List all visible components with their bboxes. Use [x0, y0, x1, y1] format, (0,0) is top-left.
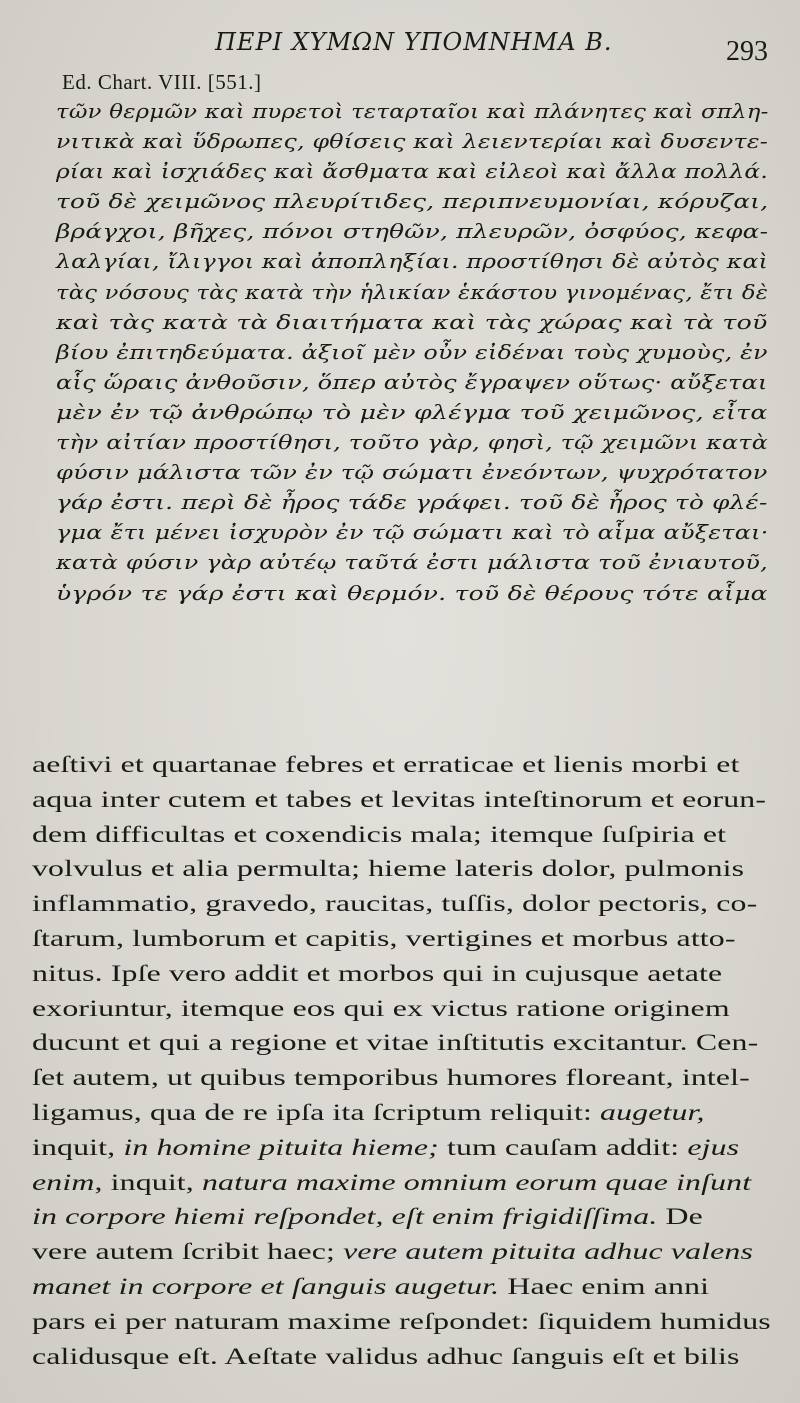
latin-segment: , inquit,: [94, 1169, 202, 1196]
greek-line: τὴν αἰτίαν προστίθησι, τοῦτο γὰρ, φησὶ, τῷ χειμῶνι κατὰ: [56, 431, 769, 455]
latin-line: [32, 887, 800, 922]
latin-line: [32, 1235, 800, 1270]
latin-segment: inflammatio, gravedo, raucitas, tuſſis, dolor pectoris, co-: [32, 891, 758, 918]
greek-line: βράγχοι, βῆχες, πόνοι στηθῶν, πλευρῶν, ὀσφύος, κεφα-: [56, 220, 769, 244]
latin-line: [32, 748, 800, 783]
latin-italic-segment: in homine pituita hieme;: [123, 1134, 439, 1161]
greek-line: βίου ἐπιτηδεύματα. ἀξιοῖ μὲν οὖν εἰδέναι τοὺς χυμοὺς, ἐν: [56, 340, 768, 364]
latin-line: [32, 818, 800, 853]
page-number: 293: [726, 36, 768, 67]
latin-segment: ſtarum, lumborum et capitis, vertigines et morbus atto-: [32, 925, 736, 952]
greek-line: τῶν θερμῶν καὶ πυρετοὶ τεταρταῖοι καὶ πλάνητες καὶ σπλη-: [56, 100, 769, 123]
greek-line: μὲν ἐν τῷ ἀνθρώπῳ τὸ μὲν φλέγμα τοῦ χειμῶνος, εἶτα: [56, 400, 768, 424]
latin-segment: nitus. Ipſe vero addit et morbos qui in cujusque aetate: [32, 960, 723, 987]
latin-italic-segment: natura maxime omnium eorum quae inſunt: [201, 1169, 752, 1196]
latin-italic-segment: enim: [32, 1169, 95, 1196]
greek-text-block: [56, 97, 768, 609]
latin-segment: ſet autem, ut quibus temporibus humores floreant, intel-: [32, 1065, 750, 1092]
latin-text-block: [32, 748, 777, 1374]
latin-segment: Haec enim anni: [499, 1273, 710, 1300]
latin-line: [32, 1340, 800, 1375]
latin-line: [32, 783, 800, 818]
latin-line: [32, 992, 800, 1027]
greek-line: νιτικὰ καὶ ὕδρωπες, φθίσεις καὶ λειεντερίαι καὶ δυσεντε-: [56, 130, 769, 154]
greek-line: φύσιν μάλιστα τῶν ἐν τῷ σώματι ἐνεόντων, ψυχρότατον: [56, 461, 768, 485]
latin-segment: inquit,: [32, 1134, 124, 1161]
latin-line: [32, 1200, 800, 1235]
latin-segment: ligamus, qua de re ipſa ita ſcriptum reliquit:: [32, 1099, 601, 1126]
latin-segment: dem difficultas et coxendicis mala; itemque ſuſpiria et: [32, 821, 727, 848]
running-title: ΠΕΡΙ ΧΥΜΩΝ ΥΠΟΜΝΗΜΑ Β.: [215, 28, 613, 56]
latin-segment: volvulus et alia permulta; hieme lateris dolor, pulmonis: [32, 856, 745, 883]
greek-line: τὰς νόσους τὰς κατὰ τὴν ἡλικίαν ἑκάστου γινομένας, ἔτι δὲ: [56, 280, 769, 304]
latin-italic-segment: ejus: [687, 1134, 740, 1161]
greek-line: γμα ἔτι μένει ἰσχυρὸν ἐν τῷ σώματι καὶ τὸ αἷμα αὔξεται·: [56, 521, 769, 545]
latin-line: [32, 922, 800, 957]
greek-line: ὑγρόν τε γάρ ἐστι καὶ θερμόν. τοῦ δὲ θέρους τότε αἷμα: [56, 581, 768, 605]
latin-line: [32, 1270, 800, 1305]
latin-line: [32, 852, 800, 887]
latin-segment: pars ei per naturam maxime reſpondet: ſiquidem humidus: [32, 1308, 771, 1335]
latin-segment: exoriuntur, itemque eos qui ex victus ratione originem: [32, 995, 730, 1022]
latin-line: [32, 1166, 800, 1201]
latin-italic-segment: in corpore hiemi reſpondet, eſt enim frigidiſſima.: [32, 1204, 658, 1231]
latin-segment: ducunt et qui a regione et vitae inſtitutis excitantur. Cen-: [32, 1030, 759, 1057]
greek-line: κατὰ φύσιν γὰρ αὐτέῳ ταῦτά ἐστι μάλιστα τοῦ ἐνιαυτοῦ,: [56, 551, 768, 575]
greek-line: λαλγίαι, ἴλιγγοι καὶ ἀποπληξίαι. προστίθησι δὲ αὐτὸς καὶ: [56, 250, 769, 274]
greek-line: γάρ ἐστι. περὶ δὲ ἦρος τάδε γράφει. τοῦ δὲ ἦρος τὸ φλέ-: [56, 491, 768, 515]
latin-line: [32, 1026, 800, 1061]
latin-italic-segment: augetur,: [600, 1099, 705, 1126]
latin-line: [32, 1061, 800, 1096]
latin-segment: aqua inter cutem et tabes et levitas inteſtinorum et eorun-: [32, 786, 767, 813]
latin-segment: De: [657, 1204, 703, 1231]
latin-segment: tum cauſam addit:: [438, 1134, 688, 1161]
latin-line: [32, 1131, 800, 1166]
latin-segment: vere autem ſcribit haec;: [32, 1239, 344, 1266]
edition-note: Ed. Chart. VIII. [551.]: [62, 70, 262, 94]
latin-segment: aeſtivi et quartanae febres et erraticae et lienis morbi et: [32, 752, 740, 778]
greek-line: τοῦ δὲ χειμῶνος πλευρίτιδες, περιπνευμονίαι, κόρυζαι,: [56, 190, 769, 214]
greek-line: αἷς ὥραις ἀνθοῦσιν, ὅπερ αὐτὸς ἔγραψεν οὕτως· αὔξεται: [56, 370, 768, 394]
latin-line: [32, 1305, 800, 1340]
greek-line: ρίαι καὶ ἰσχιάδες καὶ ἄσθματα καὶ εἰλεοὶ καὶ ἄλλα πολλά.: [56, 160, 769, 184]
latin-segment: calidusque eſt. Aeſtate validus adhuc ſanguis eſt et bilis: [32, 1343, 740, 1370]
latin-italic-segment: manet in corpore et ſanguis augetur.: [32, 1273, 500, 1300]
latin-italic-segment: vere autem pituita adhuc valens: [343, 1239, 754, 1266]
greek-line: καὶ τὰς κατὰ τὰ διαιτήματα καὶ τὰς χώρας καὶ τὰ τοῦ: [56, 310, 768, 334]
latin-line: [32, 1096, 800, 1131]
latin-line: [32, 957, 800, 992]
